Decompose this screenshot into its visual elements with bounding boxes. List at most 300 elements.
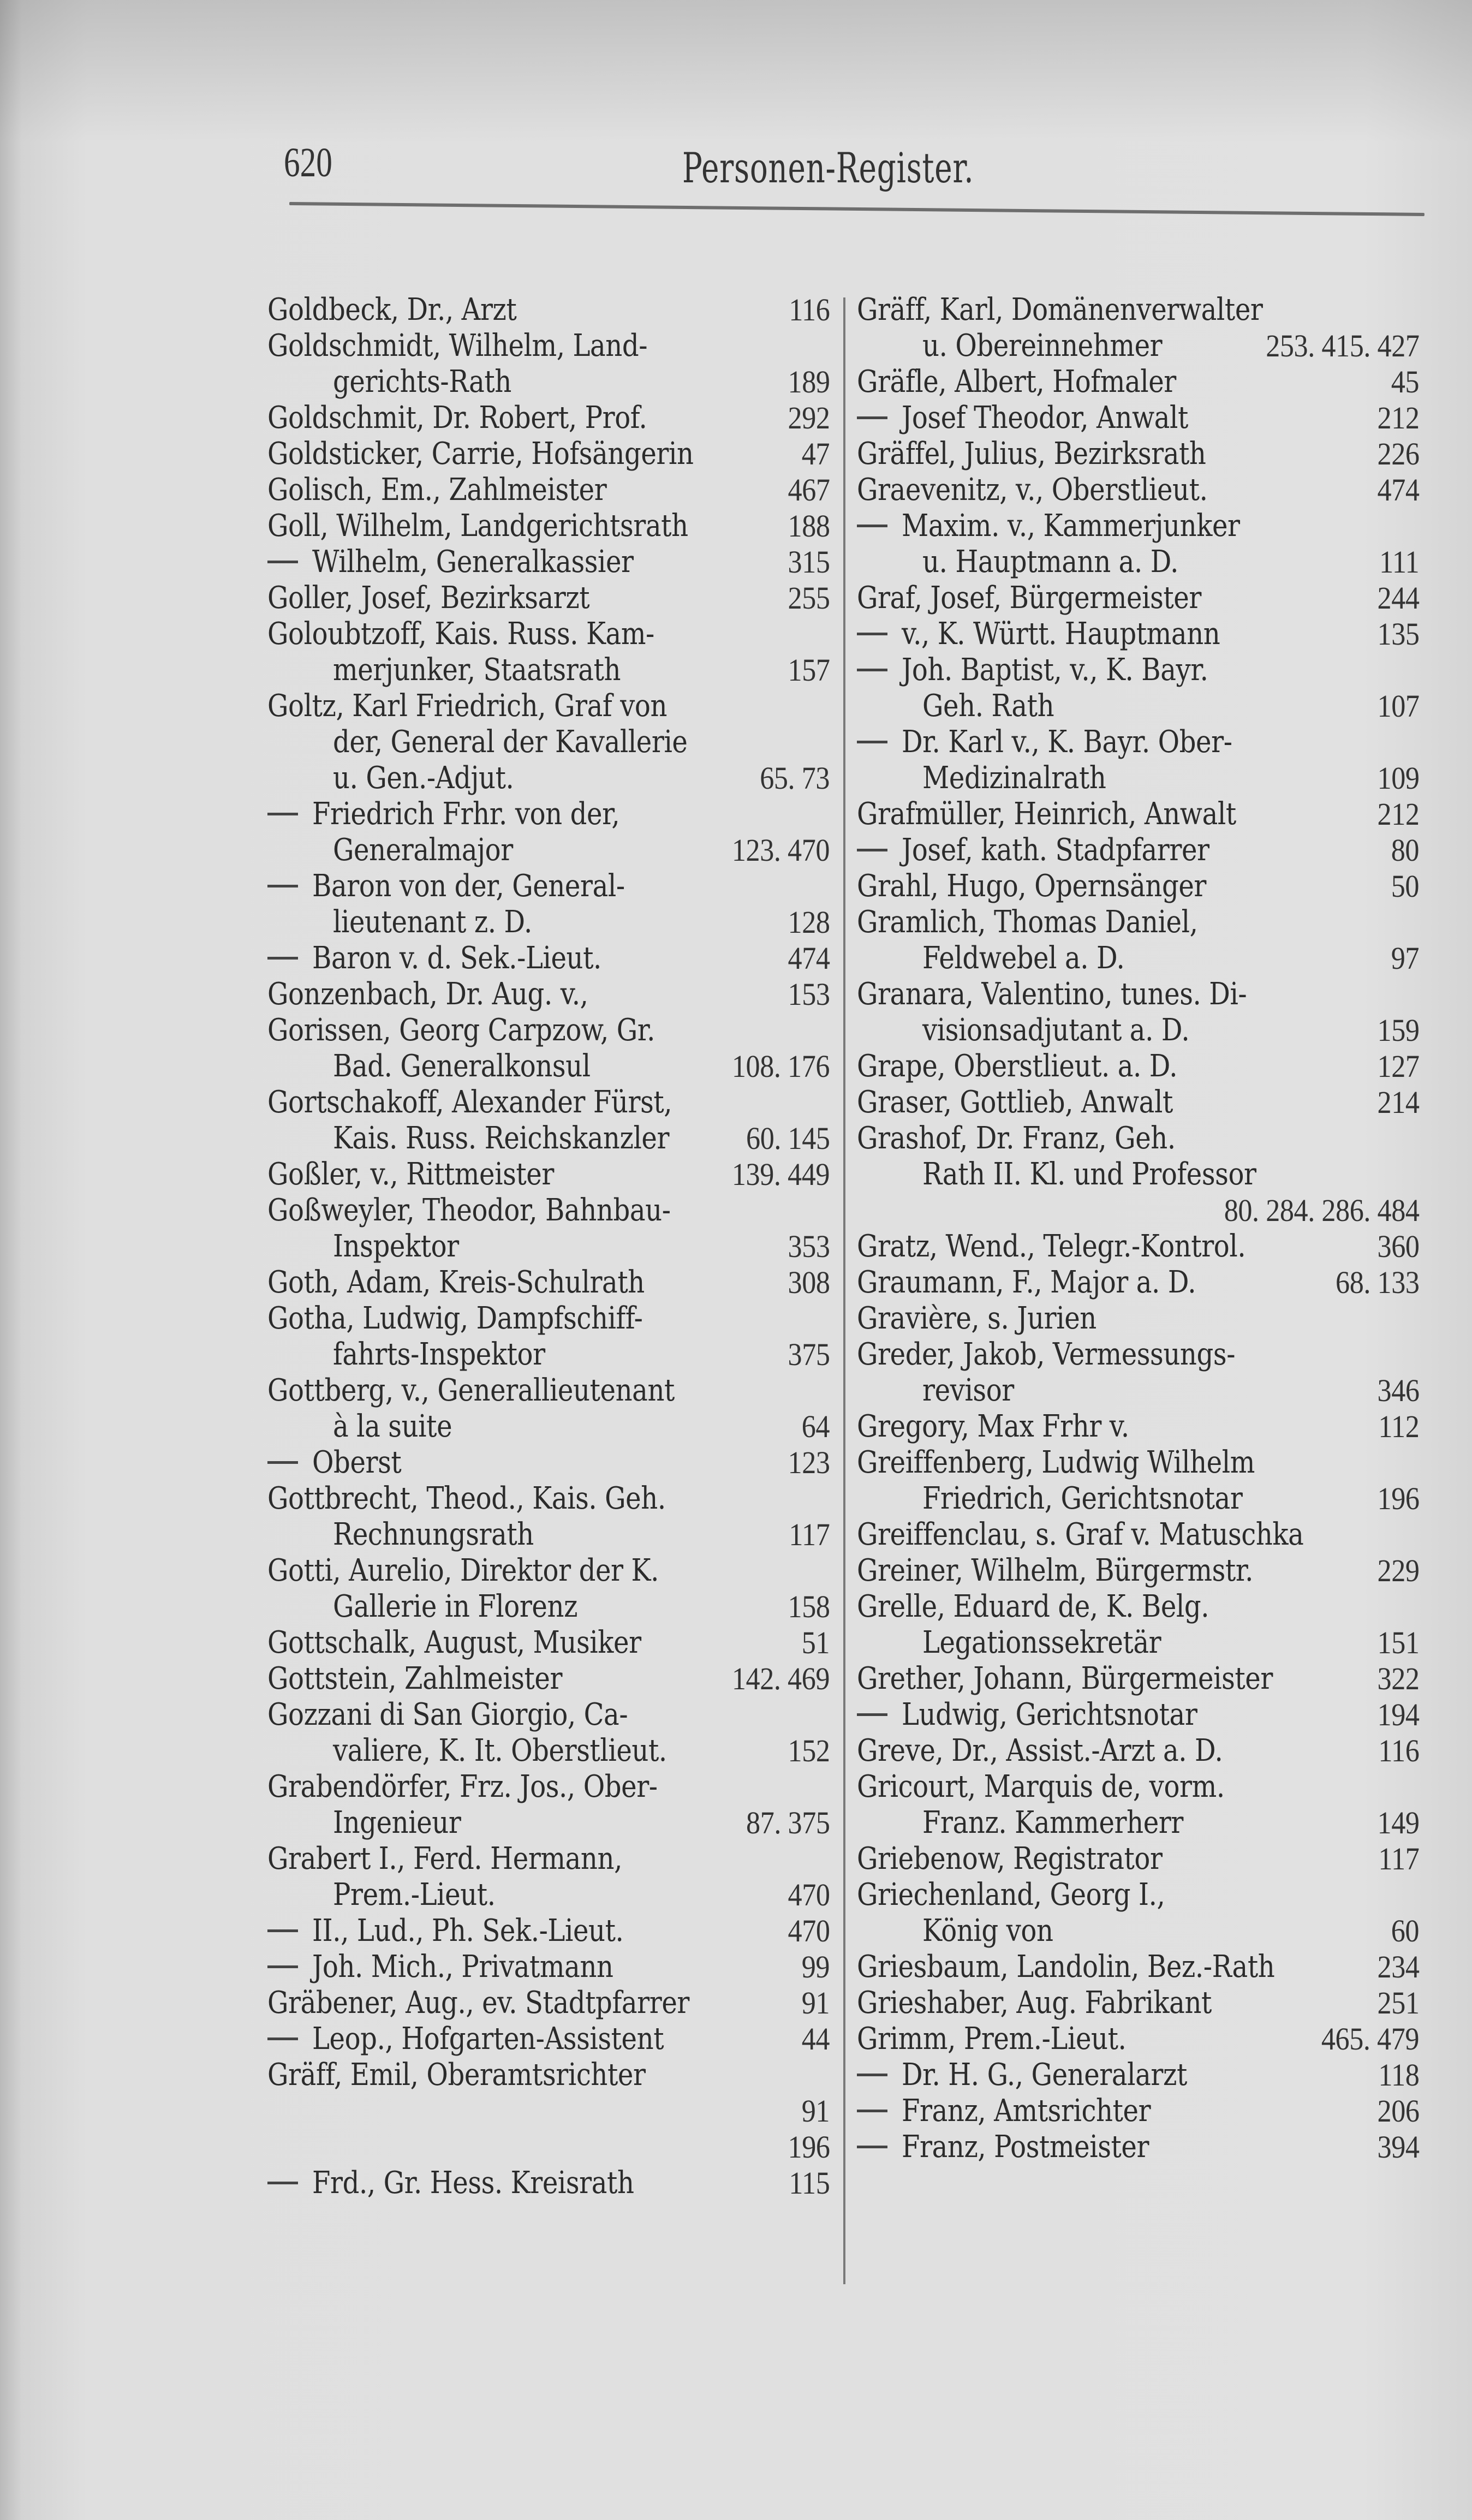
entry-text: Goloubtzoff, Kais. Russ. Kam- [267,616,654,652]
column-divider [843,297,845,2284]
index-entry [267,580,830,616]
index-entry [857,472,1419,508]
entry-text: Gräbener, Aug., ev. Stadtpfarrer [267,1985,689,2021]
entry-continuation-line [267,1733,830,1769]
entry-continuation-line [267,1337,830,1373]
entry-heading-line [267,1625,830,1661]
entry-heading-line [857,724,1419,760]
entry-text: Graser, Gottlieb, Anwalt [857,1085,1173,1120]
entry-text: merjunker, Staatsrath [333,652,621,688]
entry-heading-line [267,1157,830,1193]
entry-heading-line [267,1265,830,1301]
entry-text: Grabert I., Ferd. Hermann, [267,1841,622,1876]
page-references: 64 [801,1409,830,1444]
entry-heading-line [857,1985,1419,2021]
entry-heading-line [857,2129,1419,2165]
entry-text: Gratz, Wend., Telegr.-Kontrol. [857,1229,1246,1264]
entry-text: Legationssekretär [922,1625,1161,1660]
index-entry [857,1697,1419,1733]
page-references: 159 [1377,1012,1419,1048]
entry-heading-line [267,1949,830,1985]
entry-text: der, General der Kavallerie [333,724,688,760]
ditto-dash [267,885,298,887]
entry-text: Griechenland, Georg I., [857,1877,1165,1913]
index-entry [267,2057,830,2165]
entry-text: Grether, Johann, Bürgermeister [857,1661,1273,1696]
ditto-dash [857,669,887,671]
entry-text: Rechnungsrath [333,1517,534,1552]
page-references: 117 [1378,1841,1419,1876]
entry-text: Dr. H. G., Generalarzt [902,2057,1187,2093]
index-entry [267,1553,830,1625]
entry-text: Goldbeck, Dr., Arzt [267,292,517,327]
entry-continuation-line [857,328,1419,364]
entry-text: Dr. Karl v., K. Bayr. Ober- [902,724,1232,760]
entry-text: Greve, Dr., Assist.-Arzt a. D. [857,1733,1223,1768]
entry-heading-line [267,544,830,580]
index-entry [857,1733,1419,1769]
page-references: 212 [1377,400,1419,436]
entry-heading-line [267,1445,830,1481]
entry-text: Goltz, Karl Friedrich, Graf von [267,688,668,724]
entry-text: Josef, kath. Stadpfarrer [902,832,1209,868]
entry-text: revisor [922,1373,1014,1408]
page-references: 128 [788,904,830,940]
page-references: 80. 284. 286. 484 [1224,1193,1419,1228]
entry-heading-line [267,328,830,364]
entry-text: Greiffenclau, s. Graf v. Matuschka [857,1517,1304,1552]
page-references: 91 [801,2093,830,2129]
page-references: 116 [788,292,830,327]
index-entry [267,400,830,436]
entry-text: Feldwebel a. D. [922,940,1125,976]
ditto-dash [267,2182,298,2184]
index-entry [857,2021,1419,2057]
index-entry [857,1409,1419,1445]
page-header [284,139,1430,199]
index-entry [857,1048,1419,1085]
entry-heading-line [267,1012,830,1048]
entry-heading-line [857,2021,1419,2057]
entry-text: Gotti, Aurelio, Direktor der K. [267,1553,659,1588]
entry-heading-line [857,1553,1419,1589]
index-entry [857,1517,1419,1553]
ditto-dash [267,1461,298,1464]
page-references: 158 [788,1589,830,1624]
entry-heading-line [857,580,1419,616]
entry-heading-line [267,976,830,1012]
entry-continuation-line [267,2093,830,2129]
entry-heading-line [267,472,830,508]
page-references: 360 [1377,1229,1419,1264]
page-references: 123 [788,1445,830,1480]
entry-text: visionsadjutant a. D. [922,1012,1190,1048]
page-references: 251 [1377,1985,1419,2021]
entry-heading-line [857,652,1419,688]
ditto-dash [857,2074,887,2076]
page-references: 474 [788,940,830,976]
index-entry [267,1157,830,1193]
entry-text: Goldschmit, Dr. Robert, Prof. [267,400,647,436]
entry-text: Gricourt, Marquis de, vorm. [857,1769,1225,1804]
index-entry [857,1589,1419,1661]
entry-continuation-line [267,1229,830,1265]
entry-heading-line [857,904,1419,940]
page-references: 353 [788,1229,830,1264]
entry-text: Generalmajor [333,832,513,868]
entry-text: Greiner, Wilhelm, Bürgermstr. [857,1553,1254,1588]
page-references: 229 [1377,1553,1419,1588]
ditto-dash [267,1965,298,1968]
page-references: 470 [788,1913,830,1949]
index-entry [267,292,830,328]
entry-continuation-line [857,1373,1419,1409]
index-column-right [857,292,1419,2165]
entry-heading-line [267,1769,830,1805]
page-references: 188 [788,508,830,544]
entry-text: Baron v. d. Sek.-Lieut. [312,940,601,976]
entry-text: Gramlich, Thomas Daniel, [857,904,1198,940]
page-number: 620 [284,140,332,186]
entry-text: Goßler, v., Rittmeister [267,1157,554,1192]
entry-text: Kais. Russ. Reichskanzler [333,1121,670,1156]
entry-continuation-line [857,1481,1419,1517]
entry-text: Ingenieur [333,1805,461,1840]
entry-heading-line [267,1301,830,1337]
index-entry [857,1769,1419,1841]
entry-text: gerichts-Rath [333,364,511,400]
index-entry [267,976,830,1012]
entry-text: Grelle, Eduard de, K. Belg. [857,1589,1209,1624]
entry-text: Prem.-Lieut. [333,1877,496,1913]
entry-heading-line [857,1517,1419,1553]
entry-text: Grape, Oberstlieut. a. D. [857,1048,1178,1084]
page-references: 157 [788,652,830,688]
ditto-dash [267,813,298,815]
page-references: 109 [1377,760,1419,796]
index-entry [857,1337,1419,1409]
page-references: 244 [1377,580,1419,616]
index-entry [857,832,1419,868]
page-references: 115 [788,2165,830,2201]
entry-text: Oberst [312,1445,402,1480]
page-references: 127 [1377,1048,1419,1084]
entry-continuation-line [267,652,830,688]
index-entry [857,1877,1419,1949]
entry-heading-line [857,616,1419,652]
entry-heading-line [857,1409,1419,1445]
page-references: 111 [1379,544,1419,580]
entry-text: à la suite [333,1409,452,1444]
entry-heading-line [267,688,830,724]
entry-text: Franz, Amtsrichter [902,2093,1151,2129]
page-references: 108. 176 [731,1048,830,1084]
index-entry [857,1445,1419,1517]
entry-continuation-line [267,1589,830,1625]
entry-heading-line [267,1697,830,1733]
index-entry [267,1373,830,1445]
index-entry [267,1012,830,1085]
entry-continuation-line [267,904,830,940]
page-references: 394 [1377,2129,1419,2165]
entry-heading-line [267,436,830,472]
entry-text: Gotha, Ludwig, Dampfschiff- [267,1301,643,1336]
entry-continuation-line [857,688,1419,724]
index-entry [857,2093,1419,2129]
entry-continuation-line [267,1121,830,1157]
index-entry [267,1445,830,1481]
index-entry [267,1481,830,1553]
page-references: 292 [788,400,830,436]
page-references: 44 [801,2021,830,2057]
ditto-dash [857,2146,887,2148]
entry-continuation-line [267,364,830,400]
entry-heading-line [857,1877,1419,1913]
page-references: 107 [1377,688,1419,724]
entry-text: Grashof, Dr. Franz, Geh. [857,1121,1176,1156]
page-references: 315 [788,544,830,580]
page-references: 153 [788,976,830,1012]
entry-text: Greiffenberg, Ludwig Wilhelm [857,1445,1255,1480]
index-entry [857,1085,1419,1121]
ditto-dash [857,849,887,851]
entry-heading-line [857,472,1419,508]
entry-heading-line [857,1841,1419,1877]
index-entry [857,616,1419,652]
entry-heading-line [857,1661,1419,1697]
entry-heading-line [857,1085,1419,1121]
index-entry [267,544,830,580]
index-entry [267,2021,830,2057]
entry-heading-line [267,2165,830,2201]
ditto-dash [857,416,887,419]
index-entry [267,940,830,976]
header-rule [289,202,1425,216]
entry-heading-line [857,868,1419,904]
entry-text: Gorissen, Georg Carpzow, Gr. [267,1012,655,1048]
entry-heading-line [267,1985,830,2021]
page-references: 80 [1391,832,1419,868]
page-references: 135 [1377,616,1419,652]
entry-heading-line [857,2093,1419,2129]
entry-heading-line [267,292,830,328]
entry-text: Friedrich, Gerichtsnotar [922,1481,1243,1516]
index-entry [857,1301,1419,1337]
index-entry [857,364,1419,400]
entry-continuation-line [857,940,1419,976]
entry-text: König von [922,1913,1053,1949]
entry-continuation-line [267,1805,830,1841]
entry-text: Ludwig, Gerichtsnotar [902,1697,1197,1732]
page-references: 99 [801,1949,830,1985]
index-entry [857,796,1419,832]
entry-text: Grimm, Prem.-Lieut. [857,2021,1127,2057]
page-references: 116 [1378,1733,1419,1768]
entry-text: Franz, Postmeister [902,2129,1149,2165]
index-entry [857,652,1419,724]
index-entry [857,436,1419,472]
index-entry [857,868,1419,904]
index-entry [267,1841,830,1913]
entry-heading-line [857,1265,1419,1301]
entry-continuation-line [267,760,830,796]
entry-heading-line [267,1661,830,1697]
entry-heading-line [857,2057,1419,2093]
entry-text: Gortschakoff, Alexander Fürst, [267,1085,672,1120]
entry-heading-line [857,364,1419,400]
entry-text: Goßweyler, Theodor, Bahnbau- [267,1193,671,1228]
entry-continuation-line [267,724,830,760]
index-entry [267,1085,830,1157]
entry-text: Griebenow, Registrator [857,1841,1163,1876]
index-entry [857,1841,1419,1877]
entry-heading-line [857,508,1419,544]
index-entry [857,1121,1419,1229]
entry-text: Greder, Jakob, Vermessungs- [857,1337,1236,1372]
page-references: 118 [1378,2057,1419,2093]
index-entry [857,976,1419,1048]
index-entry [857,1949,1419,1985]
page-references: 375 [788,1337,830,1372]
entry-text: Bad. Generalkonsul [333,1048,591,1084]
entry-text: Joh. Mich., Privatmann [312,1949,613,1985]
page-references: 226 [1377,436,1419,472]
entry-text: Gräfle, Albert, Hofmaler [857,364,1176,400]
ditto-dash [267,2038,298,2040]
entry-text: Wilhelm, Generalkassier [312,544,634,580]
page-references: 117 [788,1517,830,1552]
index-entry [267,796,830,868]
entry-text: Graevenitz, v., Oberstlieut. [857,472,1208,508]
running-title: Personen-Register. [682,144,974,192]
entry-heading-line [267,508,830,544]
entry-text: II., Lud., Ph. Sek.-Lieut. [312,1913,624,1949]
ditto-dash [857,2110,887,2112]
page-references: 322 [1377,1661,1419,1696]
ditto-dash [857,741,887,743]
entry-heading-line [857,400,1419,436]
index-entry [857,292,1419,364]
ditto-dash [267,957,298,960]
entry-text: Graumann, F., Major a. D. [857,1265,1196,1300]
entry-text: Goth, Adam, Kreis-Schulrath [267,1265,645,1300]
index-entry [857,1553,1419,1589]
page-references: 234 [1377,1949,1419,1985]
entry-continuation-line [267,1409,830,1445]
entry-heading-line [267,1481,830,1517]
page-references: 467 [788,472,830,508]
page-references: 45 [1391,364,1419,400]
entry-continuation-line [857,544,1419,580]
entry-heading-line [857,1229,1419,1265]
entry-heading-line [267,1193,830,1229]
entry-text: Rath II. Kl. und Professor [922,1157,1256,1192]
index-entry [857,2057,1419,2093]
entry-text: Gottschalk, August, Musiker [267,1625,641,1660]
entry-text: u. Obereinnehmer [922,328,1163,364]
index-entry [267,1913,830,1949]
index-entry [267,1265,830,1301]
page-references: 206 [1377,2093,1419,2129]
entry-heading-line [857,1337,1419,1373]
entry-heading-line [857,1769,1419,1805]
page-references: 346 [1377,1373,1419,1408]
entry-heading-line [267,400,830,436]
entry-heading-line [267,580,830,616]
entry-text: Golisch, Em., Zahlmeister [267,472,607,508]
page-references: 51 [801,1625,830,1660]
entry-text: Gravière, s. Jurien [857,1301,1096,1336]
page-references: 47 [801,436,830,472]
index-entry [267,436,830,472]
entry-text: Gräff, Emil, Oberamtsrichter [267,2057,646,2093]
ditto-dash [857,633,887,635]
index-entry [857,580,1419,616]
page-references: 50 [1391,868,1419,904]
ditto-dash [267,1929,298,1932]
page-references: 194 [1377,1697,1419,1732]
entry-heading-line [857,796,1419,832]
entry-heading-line [857,1445,1419,1481]
entry-text: Gregory, Max Frhr v. [857,1409,1129,1444]
entry-text: Granara, Valentino, tunes. Di- [857,976,1247,1012]
entry-text: Grieshaber, Aug. Fabrikant [857,1985,1212,2021]
index-entry [857,904,1419,976]
page-references: 87. 375 [746,1805,830,1840]
entry-heading-line [267,1553,830,1589]
index-entry [267,616,830,688]
entry-continuation-line [267,832,830,868]
entry-text: Gottbrecht, Theod., Kais. Geh. [267,1481,666,1516]
index-entry [857,1661,1419,1697]
entry-heading-line [857,1949,1419,1985]
entry-heading-line [857,436,1419,472]
index-columns [267,292,1425,2312]
ditto-dash [267,561,298,563]
entry-text: Baron von der, General- [312,868,625,904]
entry-continuation-line [857,760,1419,796]
page-references: 465. 479 [1321,2021,1419,2057]
entry-heading-line [267,1085,830,1121]
entry-text: Grabendörfer, Frz. Jos., Ober- [267,1769,658,1804]
entry-text: fahrts-Inspektor [333,1337,545,1372]
page-references: 214 [1377,1085,1419,1120]
page-references: 212 [1377,796,1419,832]
entry-text: Gottberg, v., Generallieutenant [267,1373,675,1408]
index-entry [857,508,1419,580]
index-entry [267,1769,830,1841]
entry-text: Goller, Josef, Bezirksarzt [267,580,590,616]
entry-text: Inspektor [333,1229,459,1264]
entry-text: v., K. Württ. Hauptmann [902,616,1220,652]
ditto-dash [857,525,887,527]
entry-continuation-line [267,1877,830,1913]
entry-text: Maxim. v., Kammerjunker [902,508,1240,544]
entry-heading-line [857,292,1419,328]
entry-heading-line [267,796,830,832]
entry-heading-line [857,1589,1419,1625]
entry-text: Griesbaum, Landolin, Bez.-Rath [857,1949,1275,1985]
page-references: 60. 145 [746,1121,830,1156]
entry-heading-line [267,940,830,976]
page-references: 123. 470 [731,832,830,868]
entry-text: Friedrich Frhr. von der, [312,796,620,832]
entry-text: Joh. Baptist, v., K. Bayr. [902,652,1208,688]
index-entry [267,688,830,796]
entry-text: Franz. Kammerherr [922,1805,1183,1840]
entry-continuation-line [857,1913,1419,1949]
entry-continuation-line [267,1048,830,1085]
